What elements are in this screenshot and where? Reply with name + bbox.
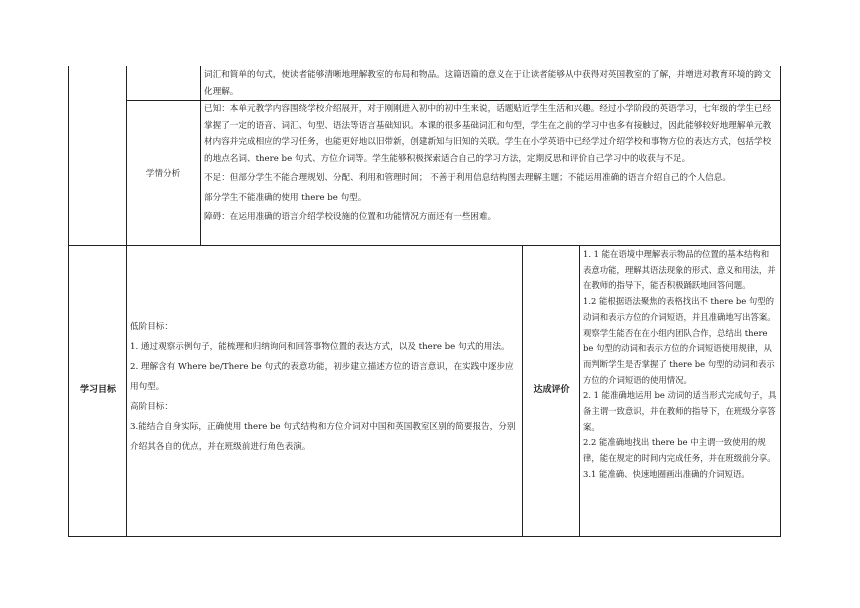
objectives-label: 学习目标 — [79, 385, 116, 395]
evaluation-item-1-2: 1.2 能根据语法聚焦的表格找出不 there be 句型的动词和表示方位的介词短语，并且准确地写出答案。观察学生能否在在小组内团队合作，总结出 there be 句型的动词和表示方位的介词短语使用规律，从而判断学生是否掌握了 there be 句型的动词和表示方位的介词短语的使用情况。 — [583, 296, 776, 385]
evaluation-item-3-1: 3.1 能准确、快速地圈画出准确的介词短语。 — [583, 468, 750, 479]
objective-2: 2. 理解含有 Where be/There be 句式的表意功能，初步建立描述方位的语言意识，在实践中逐步应用句型。 — [130, 362, 514, 392]
analysis-weakness: 不足：但部分学生不能合理规划、分配、利用和管理时间； 不善于利用信息结构图去理解主题；不能运用准确的语言介绍自己的个人信息。 — [204, 173, 731, 183]
evaluation-item-2-2: 2.2 能准确地找出 there be 中主谓一致使用的规律，能在规定的时间内完成任务，并在班级前分享。 — [583, 437, 776, 464]
objective-3: 3.能结合自身实际，正确使用 there be 句式结构和方位介词对中国和英国教室区别的简要报告，分别介绍其各自的优点，并在班级前进行角色表演。 — [130, 422, 516, 452]
analysis-there-be: 部分学生不能准确的使用 there be 句型。 — [204, 192, 367, 203]
evaluation-item-1-1: 1. 1 能在语境中理解表示物品的位置的基本结构和表意功能，理解其语法现象的形式、意义和用法，并在教师的指导下，能否积极踊跃地回答问题。 — [583, 249, 776, 291]
objectives-content — [130, 317, 518, 457]
objectives-high-heading: 高阶目标： — [130, 402, 173, 412]
evaluation-content — [583, 247, 777, 483]
objectives-low-heading: 低阶目标： — [130, 322, 173, 332]
continuation-text: 词汇和简单的句式，使读者能够清晰地理解教室的布局和物品。这篇语篇的意义在于让读者能够从中获得对英国教室的了解，并增进对教育环境的跨文化理解。 — [204, 70, 772, 97]
evaluation-item-2-1: 2. 1 能准确地运用 be 动词的适当形式完成句子，具备主谓一致意识，并在教师的指导下，在班级分享答案。 — [583, 390, 777, 432]
analysis-obstacle: 障碍：在运用准确的语言介绍学校设施的位置和功能情况方面还有一些困难。 — [204, 212, 497, 222]
analysis-label: 学情分析 — [145, 169, 181, 179]
analysis-known: 已知：本单元教学内容围绕学校介绍展开，对于刚刚进入初中的初中生来说，话题贴近学生生活和兴趣。经过小学阶段的英语学习，七年级的学生已经掌握了一定的语音、词汇、句型、语法等语言基础知识。本课的很多基础词汇和句型，学生在之前的学习中也多有接触过，因此能够较好地理解单元教材内容并完成相应的学习任务，也能更好地以旧带新，创建新知与旧知的关联。学生在小学英语中已经学过介绍学校和事物方位的表达方式，包括学校的地点名词、there be 句式、方位介词等。学生能够积极探索适合自己的学习方法，定期反思和评价自己学习中的收获与不足。 — [204, 104, 772, 164]
evaluation-label: 达成评价 — [533, 385, 570, 395]
analysis-content — [204, 101, 777, 229]
objective-1: 1. 通过观察示例句子，能梳理和归纳询问和回答事物位置的表达方式，以及 there be 句式的用法。 — [130, 342, 510, 352]
